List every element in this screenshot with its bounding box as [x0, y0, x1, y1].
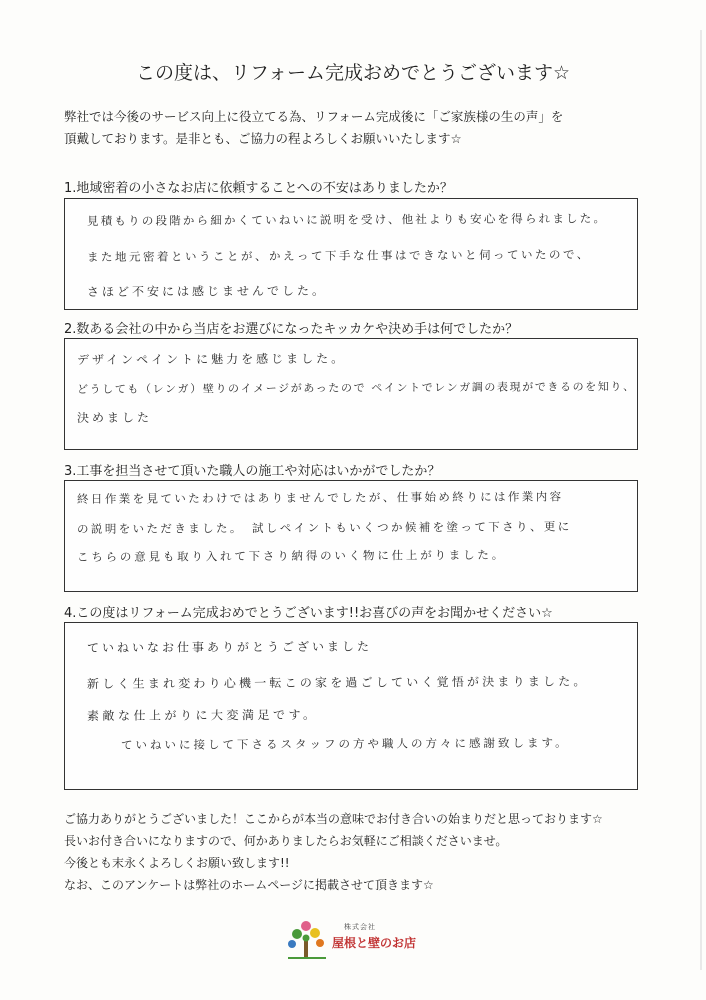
question-3-title: 3.工事を担当させて頂いた職人の施工や対応はいかがでしたか？: [64, 464, 441, 479]
answer-box-4: [64, 622, 638, 790]
intro-text: [64, 106, 654, 150]
logo-company-type: 株式会社: [344, 923, 376, 931]
handwritten-answer-line: の説明をいただきました。 試しペイントもいくつか候補を塗って下さり、更に: [76, 519, 572, 536]
tree-house-logo-icon: [284, 916, 330, 962]
question-2-title: 2.数ある会社の中から当店をお選びになったキッカケや決め手は何でしたか？: [64, 322, 519, 337]
handwritten-answer-line: 決めました: [76, 410, 153, 425]
question-1-title: 1.地域密着の小さなお店に依頼することへの不安はありましたか？: [64, 181, 453, 196]
closing-line: なお、このアンケートは弊社のホームページに掲載させて頂きます☆: [64, 878, 434, 892]
closing-line: 今後とも末永くよろしくお願い致します!!: [64, 856, 290, 870]
page-title: この度は、リフォーム完成おめでとうございます☆: [135, 62, 571, 84]
handwritten-answer-line: こちらの意見も取り入れて下さり納得のいく物に仕上がりました。: [76, 547, 507, 564]
closing-text: [64, 808, 654, 896]
intro-line: 弊社では今後のサービス向上に役立てる為、リフォーム完成後に「ご家族様の生の声」を: [64, 109, 564, 124]
handwritten-answer-line: 素敵な仕上がりに大変満足です。: [86, 707, 319, 723]
closing-line: ご協力ありがとうございました！ここからが本当の意味でお付き合いの始まりだと思っております☆: [64, 812, 603, 826]
company-logo: [284, 916, 434, 962]
handwritten-answer-line: また地元密着ということが、かえって下手な仕事はできないと伺っていたので、: [86, 247, 591, 264]
handwritten-answer-line: ていねいなお仕事ありがとうございました: [86, 639, 373, 655]
closing-line: 長いお付き合いになりますので、何かありましたらお気軽にご相談くださいませ。: [64, 834, 508, 848]
scan-edge: [700, 30, 702, 970]
handwritten-answer-line: さほど不安には感じませんでした。: [86, 283, 328, 299]
handwritten-answer-line: 見積もりの段階から細かくていねいに説明を受け、他社よりも安心を得られました。: [86, 211, 608, 228]
handwritten-answer-line: デザインペイントに魅力を感じました。: [76, 351, 347, 367]
answer-box-2: [64, 338, 638, 450]
intro-line: 頂戴しております。是非とも、ご協力の程よろしくお願いいたします☆: [64, 131, 462, 146]
handwritten-answer-line: 新しく生まれ変わり心機一転この家を過ごしていく覚悟が決まりました。: [86, 674, 589, 691]
handwritten-answer-line: ていねいに接して下さるスタッフの方や職人の方々に感謝致します。: [120, 735, 570, 752]
answer-box-3: [64, 480, 638, 592]
handwritten-answer-line: 終日作業を見ていたわけではありませんでしたが、仕事始め終りには作業内容: [76, 489, 564, 506]
logo-company-name: 屋根と壁のお店: [332, 936, 417, 950]
answer-box-1: [64, 198, 638, 310]
question-4-title: 4.この度はリフォーム完成おめでとうございます!!お喜びの声をお聞かせください☆: [64, 606, 553, 621]
handwritten-answer-line: どうしても（レンガ）壁りのイメージがあったので ペイントでレンガ調の表現ができるのを知り、: [76, 380, 636, 396]
